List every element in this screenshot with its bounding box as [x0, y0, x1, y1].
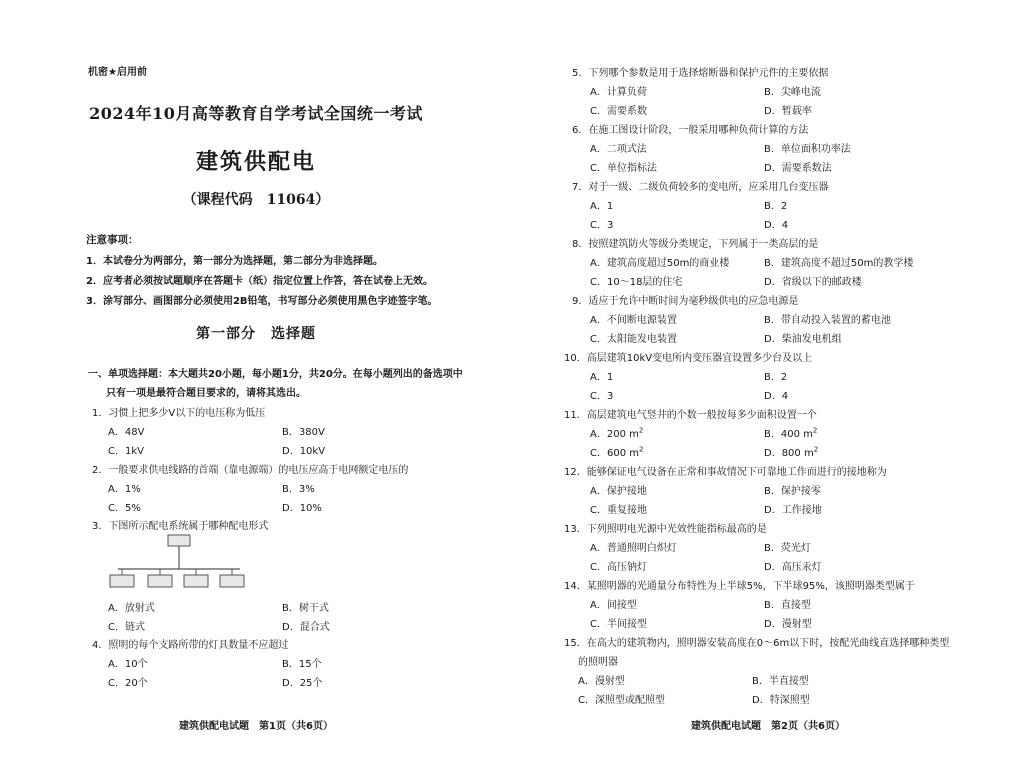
option-d: D．高压汞灯: [764, 562, 822, 573]
option-b: B．直接型: [764, 600, 811, 611]
option-a: A．放射式: [108, 603, 155, 614]
note-item: 2．应考者必须按试题顺序在答题卡（纸）指定位置上作答，答在试卷上无效。: [86, 276, 433, 287]
option-a: A．不间断电源装置: [590, 315, 677, 326]
option-a: A．漫射型: [578, 676, 625, 687]
option-a: A．计算负荷: [590, 87, 647, 98]
option-c: C．深照型或配照型: [578, 695, 665, 706]
option-b: B．2: [764, 372, 788, 383]
exam-title: 2024年10月高等教育自学考试全国统一考试: [89, 104, 423, 123]
page-footer: 建筑供配电试题 第2页（共6页）: [691, 721, 845, 732]
option-b: B．400 $m^2$: [764, 426, 818, 440]
option-c: C．链式: [108, 622, 145, 633]
question-10: 10．高层建筑10kV变电所内变压器宜设置多少台及以上: [564, 353, 813, 364]
option-b: B．树干式: [282, 603, 329, 614]
option-b: B．3%: [282, 484, 315, 495]
question-8: 8．按照建筑防火等级分类规定，下列属于一类高层的是: [572, 239, 819, 250]
load-box: [110, 575, 134, 587]
option-d: D．800 $m^2$: [764, 445, 819, 459]
option-d: D．混合式: [282, 622, 330, 633]
option-b: B．保护接零: [764, 486, 821, 497]
question-12: 12．能够保证电气设备在正常和事故情况下可靠地工作而进行的接地称为: [564, 467, 887, 478]
option-a: A．1: [590, 372, 614, 383]
option-c: C．20个: [108, 678, 148, 689]
option-d: D．工作接地: [764, 505, 822, 516]
option-a: A．二项式法: [590, 144, 647, 155]
option-c: C．10～18层的住宅: [590, 277, 683, 288]
option-c: C．3: [590, 391, 614, 402]
load-box: [184, 575, 208, 587]
question-7: 7．对于一级、二级负荷较多的变电所，应采用几台变压器: [572, 182, 829, 193]
confidential-mark: 机密★启用前: [88, 67, 147, 78]
question-11: 11．高层建筑电气竖井的个数一般按每多少面积设置一个: [564, 410, 817, 421]
question-2: 2．一般要求供电线路的首端（靠电源端）的电压应高于电网额定电压的: [92, 465, 409, 476]
question-14: 14．某照明器的光通量分布特性为上半球5%，下半球95%，该照明器类型属于: [564, 581, 915, 592]
option-d: D．需要系数法: [764, 163, 832, 174]
option-c: C．需要系数: [590, 106, 647, 117]
option-c: C．3: [590, 220, 614, 231]
load-box: [220, 575, 244, 587]
option-a: A．200 $m^2$: [590, 426, 644, 440]
load-box: [148, 575, 172, 587]
option-a: A．48V: [108, 427, 145, 438]
question-13: 13．下列照明电光源中光效性能指标最高的是: [564, 524, 767, 535]
option-b: B．荧光灯: [764, 543, 811, 554]
course-code: （课程代码 11064）: [182, 192, 330, 208]
subject-title: 建筑供配电: [195, 149, 316, 175]
option-a: A．间接型: [590, 600, 637, 611]
option-a: A．1: [590, 201, 614, 212]
distribution-system-diagram: [108, 533, 268, 595]
notes-heading: 注意事项：: [86, 234, 139, 246]
option-c: C．太阳能发电装置: [590, 334, 677, 345]
question-15-cont: 的照明器: [578, 657, 618, 668]
question-6: 6．在施工图设计阶段，一般采用哪种负荷计算的方法: [572, 125, 809, 136]
option-d: D．10kV: [282, 446, 326, 457]
question-1: 1．习惯上把多少V以下的电压称为低压: [92, 408, 266, 419]
option-d: D．4: [764, 220, 789, 231]
option-c: C．单位指标法: [590, 163, 657, 174]
option-d: D．25个: [282, 678, 323, 689]
option-c: C．600 $m^2$: [590, 445, 644, 459]
part-title: 第一部分 选择题: [196, 326, 316, 342]
option-b: B．2: [764, 201, 788, 212]
option-d: D．漫射型: [764, 619, 812, 630]
option-c: C．半间接型: [590, 619, 647, 630]
option-d: D．暂载率: [764, 106, 812, 117]
option-c: C．高压钠灯: [590, 562, 647, 573]
option-d: D．特深照型: [752, 695, 810, 706]
section-instructions: 一、单项选择题：本大题共20小题，每小题1分，共20分。在每小题列出的备选项中: [88, 369, 463, 380]
option-a: A．1%: [108, 484, 141, 495]
option-b: B．建筑高度不超过50m的教学楼: [764, 258, 914, 269]
question-4: 4．照明的每个支路所带的灯具数量不应超过: [92, 640, 289, 651]
option-a: A．建筑高度超过50m的商业楼: [590, 258, 730, 269]
option-d: D．柴油发电机组: [764, 334, 842, 345]
question-15: 15．在高大的建筑物内，照明器安装高度在0～6m以下时，按配光曲线直选择哪种类型: [564, 638, 950, 649]
option-b: B．单位面积功率法: [764, 144, 851, 155]
option-b: B．尖峰电流: [764, 87, 821, 98]
option-b: B．半直接型: [752, 676, 809, 687]
source-box: [168, 535, 190, 546]
option-d: D．省级以下的邮政楼: [764, 277, 862, 288]
question-3: 3．下图所示配电系统属于哪种配电形式: [92, 521, 269, 532]
option-d: D．4: [764, 391, 789, 402]
question-5: 5．下列哪个参数是用于选择熔断器和保护元件的主要依据: [572, 68, 829, 79]
option-b: B．带自动投入装置的蓄电池: [764, 315, 891, 326]
note-item: 1．本试卷分为两部分，第一部分为选择题，第二部分为非选择题。: [86, 256, 383, 267]
option-c: C．5%: [108, 503, 141, 514]
page-footer: 建筑供配电试题 第1页（共6页）: [179, 721, 333, 732]
question-9: 9．适应于允许中断时间为毫秒级供电的应急电源是: [572, 296, 799, 307]
option-a: A．保护接地: [590, 486, 647, 497]
option-c: C．1kV: [108, 446, 144, 457]
section-instructions-cont: 只有一项是最符合题目要求的，请将其选出。: [106, 388, 306, 399]
option-b: B．15个: [282, 659, 322, 670]
exam-page-2: [512, 0, 1024, 780]
option-a: A．普通照明白炽灯: [590, 543, 677, 554]
option-d: D．10%: [282, 503, 322, 514]
option-a: A．10个: [108, 659, 148, 670]
option-c: C．重复接地: [590, 505, 647, 516]
note-item: 3．涂写部分、画图部分必须使用2B铅笔，书写部分必须使用黑色字迹签字笔。: [86, 296, 438, 307]
option-b: B．380V: [282, 427, 325, 438]
